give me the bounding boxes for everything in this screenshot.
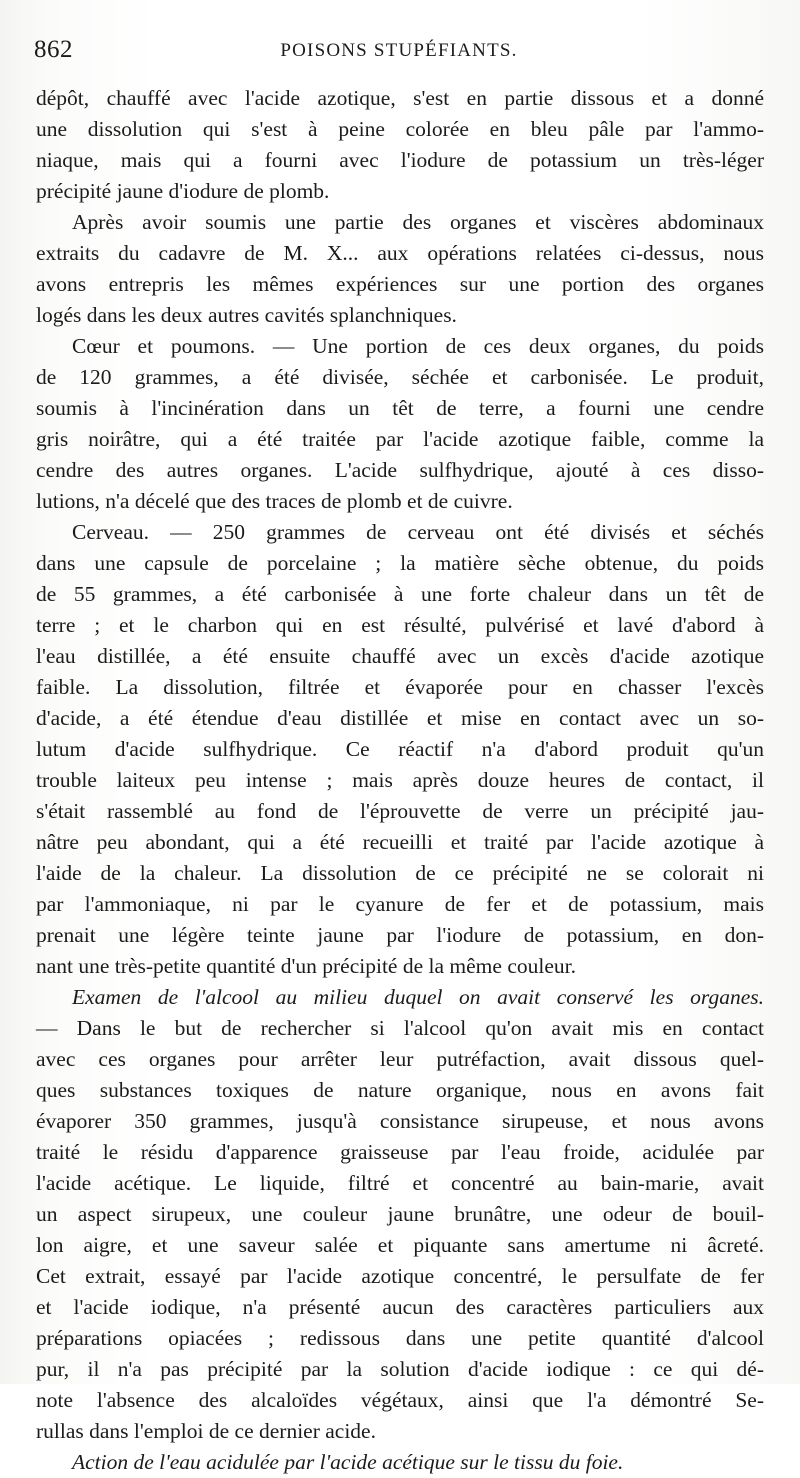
- text-line: un aspect sirupeux, une couleur jaune brunâtre, une odeur de bouil-: [36, 1202, 764, 1226]
- text-line: avec ces organes pour arrêter leur putréfaction, avait dissous quel-: [36, 1047, 764, 1071]
- text-line: gris noirâtre, qui a été traitée par l'acide azotique faible, comme la: [36, 427, 764, 451]
- section-heading-line: Action de l'eau acidulée par l'acide acétique sur le tissu du foie.: [72, 1450, 624, 1474]
- text-line: Après avoir soumis une partie des organes et viscères abdominaux: [72, 210, 764, 234]
- text-line: note l'absence des alcaloïdes végétaux, ainsi que l'a démontré Se-: [36, 1388, 764, 1412]
- text-line: logés dans les deux autres cavités splanchniques.: [36, 303, 457, 327]
- section-heading-line: Examen de l'alcool au milieu duquel on avait conservé les organes.: [72, 985, 764, 1009]
- text-line: pur, il n'a pas précipité par la solution d'acide iodique : ce qui dé-: [36, 1357, 764, 1381]
- text-line: Cet extrait, essayé par l'acide azotique concentré, le persulfate de fer: [36, 1264, 764, 1288]
- text-line: et l'acide iodique, n'a présenté aucun des caractères particuliers aux: [36, 1295, 764, 1319]
- text-line: dans une capsule de porcelaine ; la matière sèche obtenue, du poids: [36, 551, 764, 575]
- running-title: POISONS STUPÉFIANTS.: [280, 40, 518, 61]
- text-line: rullas dans l'emploi de ce dernier acide.: [36, 1419, 376, 1443]
- text-line: ques substances toxiques de nature organique, nous en avons fait: [36, 1078, 764, 1102]
- text-line: traité le résidu d'apparence graisseuse par l'eau froide, acidulée par: [36, 1140, 764, 1164]
- text-line: nant une très-petite quantité d'un précipité de la même couleur.: [36, 954, 576, 978]
- text-line: s'était rassemblé au fond de l'éprouvette de verre un précipité jau-: [36, 799, 764, 823]
- text-line: l'aide de la chaleur. La dissolution de ce précipité ne se colorait ni: [36, 861, 764, 885]
- text-line: prenait une légère teinte jaune par l'iodure de potassium, en don-: [36, 923, 764, 947]
- body-text: [36, 83, 764, 1478]
- text-line: nâtre peu abondant, qui a été recueilli et traité par l'acide azotique à: [36, 830, 764, 854]
- text-line: de 120 grammes, a été divisée, séchée et carbonisée. Le produit,: [36, 365, 764, 389]
- text-line: lutum d'acide sulfhydrique. Ce réactif n'a d'abord produit qu'un: [36, 737, 764, 761]
- text-line: lutions, n'a décelé que des traces de plomb et de cuivre.: [36, 489, 513, 513]
- text-line: précipité jaune d'iodure de plomb.: [36, 179, 330, 203]
- text-line: l'acide acétique. Le liquide, filtré et concentré au bain-marie, avait: [36, 1171, 764, 1195]
- text-line: soumis à l'incinération dans un têt de terre, a fourni une cendre: [36, 396, 764, 420]
- text-line: cendre des autres organes. L'acide sulfhydrique, ajouté à ces disso-: [36, 458, 764, 482]
- text-line: dépôt, chauffé avec l'acide azotique, s'est en partie dissous et a donné: [36, 86, 764, 110]
- text-line: avons entrepris les mêmes expériences sur une portion des organes: [36, 272, 764, 296]
- text-line: niaque, mais qui a fourni avec l'iodure de potassium un très-léger: [36, 148, 764, 172]
- text-line: lon aigre, et une saveur salée et piquante sans amertume ni âcreté.: [36, 1233, 764, 1257]
- text-line: terre ; et le charbon qui en est résulté, pulvérisé et lavé d'abord à: [36, 613, 764, 637]
- text-line: trouble laiteux peu intense ; mais après douze heures de contact, il: [36, 768, 764, 792]
- text-line: de 55 grammes, a été carbonisée à une forte chaleur dans un têt de: [36, 582, 764, 606]
- text-line: Cerveau. — 250 grammes de cerveau ont été divisés et séchés: [72, 520, 764, 544]
- text-line: extraits du cadavre de M. X... aux opérations relatées ci-dessus, nous: [36, 241, 764, 265]
- text-line: d'acide, a été étendue d'eau distillée et mise en contact avec un so-: [36, 706, 764, 730]
- page-number: 862: [34, 36, 73, 63]
- text-line: évaporer 350 grammes, jusqu'à consistance sirupeuse, et nous avons: [36, 1109, 764, 1133]
- text-line: Cœur et poumons. — Une portion de ces deux organes, du poids: [72, 334, 764, 358]
- text-line: — Dans le but de rechercher si l'alcool qu'on avait mis en contact: [36, 1016, 764, 1040]
- text-line: une dissolution qui s'est à peine colorée en bleu pâle par l'ammo-: [36, 117, 764, 141]
- text-line: faible. La dissolution, filtrée et évaporée pour en chasser l'excès: [36, 675, 764, 699]
- text-line: l'eau distillée, a été ensuite chauffé avec un excès d'acide azotique: [36, 644, 764, 668]
- running-head: [34, 36, 764, 66]
- text-line: par l'ammoniaque, ni par le cyanure de fer et de potassium, mais: [36, 892, 764, 916]
- text-line: préparations opiacées ; redissous dans une petite quantité d'alcool: [36, 1326, 764, 1350]
